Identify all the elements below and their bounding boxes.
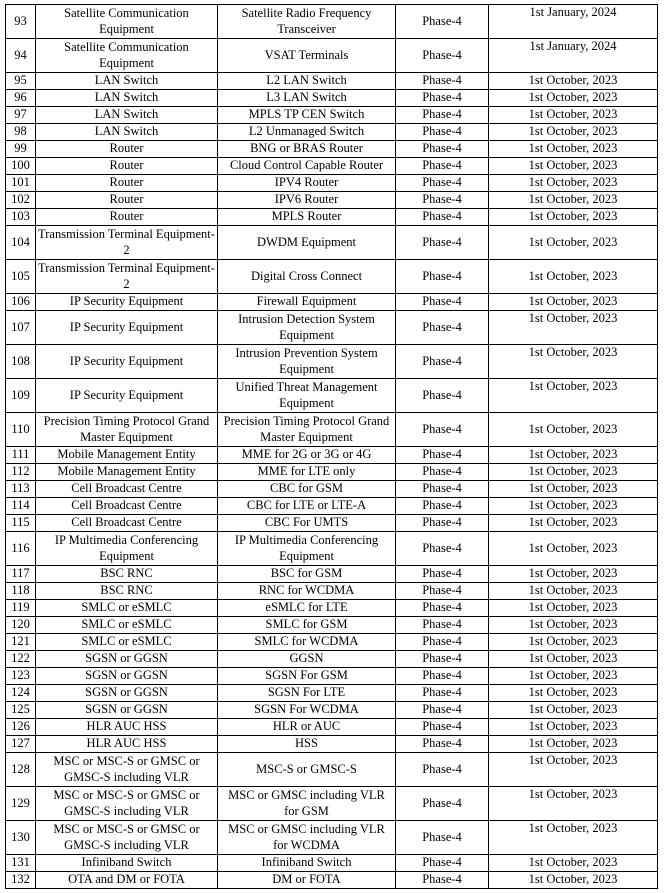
equipment-category-cell: IP Security Equipment <box>36 294 218 311</box>
phase-cell: Phase-4 <box>396 515 489 532</box>
serial-number-cell: 119 <box>6 600 36 617</box>
phase-cell: Phase-4 <box>396 311 489 345</box>
equipment-category-cell: Cell Broadcast Centre <box>36 515 218 532</box>
effective-date-cell: 1st October, 2023 <box>489 719 658 736</box>
phase-cell: Phase-4 <box>396 702 489 719</box>
effective-date-cell: 1st January, 2024 <box>489 5 658 39</box>
effective-date-cell: 1st October, 2023 <box>489 702 658 719</box>
equipment-category-cell: MSC or MSC-S or GMSC or GMSC-S including VLR <box>36 753 218 787</box>
serial-number-cell: 123 <box>6 668 36 685</box>
table-row <box>6 481 658 498</box>
equipment-category-cell: SMLC or eSMLC <box>36 617 218 634</box>
effective-date-cell: 1st October, 2023 <box>489 413 658 447</box>
serial-number-cell: 124 <box>6 685 36 702</box>
equipment-category-cell: IP Multimedia Conferencing Equipment <box>36 532 218 566</box>
phase-cell: Phase-4 <box>396 294 489 311</box>
equipment-name-cell: Infiniband Switch <box>218 855 396 872</box>
equipment-category-cell: Cell Broadcast Centre <box>36 481 218 498</box>
effective-date-cell: 1st October, 2023 <box>489 73 658 90</box>
phase-cell: Phase-4 <box>396 600 489 617</box>
serial-number-cell: 120 <box>6 617 36 634</box>
table-row <box>6 175 658 192</box>
table-row <box>6 311 658 345</box>
phase-cell: Phase-4 <box>396 651 489 668</box>
equipment-name-cell: SGSN For WCDMA <box>218 702 396 719</box>
table-row <box>6 124 658 141</box>
equipment-category-cell: IP Security Equipment <box>36 311 218 345</box>
phase-cell: Phase-4 <box>396 5 489 39</box>
phase-cell: Phase-4 <box>396 821 489 855</box>
equipment-category-cell: LAN Switch <box>36 124 218 141</box>
equipment-category-cell: LAN Switch <box>36 107 218 124</box>
phase-cell: Phase-4 <box>396 668 489 685</box>
equipment-category-cell: MSC or MSC-S or GMSC or GMSC-S including VLR <box>36 787 218 821</box>
equipment-category-cell: Router <box>36 192 218 209</box>
effective-date-cell: 1st October, 2023 <box>489 872 658 889</box>
effective-date-cell: 1st October, 2023 <box>489 260 658 294</box>
equipment-name-cell: MME for LTE only <box>218 464 396 481</box>
table-row <box>6 73 658 90</box>
equipment-category-cell: Satellite Communication Equipment <box>36 39 218 73</box>
phase-cell: Phase-4 <box>396 413 489 447</box>
equipment-category-cell: Cell Broadcast Centre <box>36 498 218 515</box>
table-row <box>6 753 658 787</box>
phase-cell: Phase-4 <box>396 209 489 226</box>
equipment-category-cell: IP Security Equipment <box>36 345 218 379</box>
equipment-name-cell: MPLS Router <box>218 209 396 226</box>
table-row <box>6 39 658 73</box>
equipment-category-cell: Satellite Communication Equipment <box>36 5 218 39</box>
effective-date-cell: 1st October, 2023 <box>489 175 658 192</box>
table-row <box>6 498 658 515</box>
effective-date-cell: 1st October, 2023 <box>489 634 658 651</box>
phase-cell: Phase-4 <box>396 566 489 583</box>
table-row <box>6 447 658 464</box>
phase-cell: Phase-4 <box>396 141 489 158</box>
equipment-name-cell: IPV4 Router <box>218 175 396 192</box>
phase-cell: Phase-4 <box>396 379 489 413</box>
serial-number-cell: 132 <box>6 872 36 889</box>
equipment-name-cell: IPV6 Router <box>218 192 396 209</box>
equipment-category-cell: BSC RNC <box>36 566 218 583</box>
equipment-name-cell: HSS <box>218 736 396 753</box>
equipment-category-cell: SMLC or eSMLC <box>36 634 218 651</box>
serial-number-cell: 106 <box>6 294 36 311</box>
serial-number-cell: 130 <box>6 821 36 855</box>
table-row <box>6 872 658 889</box>
equipment-name-cell: Digital Cross Connect <box>218 260 396 294</box>
phase-cell: Phase-4 <box>396 39 489 73</box>
equipment-category-cell: Router <box>36 209 218 226</box>
equipment-category-cell: Mobile Management Entity <box>36 447 218 464</box>
equipment-category-cell: Router <box>36 175 218 192</box>
effective-date-cell: 1st October, 2023 <box>489 566 658 583</box>
table-row <box>6 787 658 821</box>
table-row <box>6 464 658 481</box>
equipment-name-cell: HLR or AUC <box>218 719 396 736</box>
serial-number-cell: 98 <box>6 124 36 141</box>
table-row <box>6 209 658 226</box>
phase-cell: Phase-4 <box>396 498 489 515</box>
effective-date-cell: 1st October, 2023 <box>489 515 658 532</box>
phase-cell: Phase-4 <box>396 855 489 872</box>
equipment-name-cell: SGSN For LTE <box>218 685 396 702</box>
serial-number-cell: 121 <box>6 634 36 651</box>
table-row <box>6 226 658 260</box>
equipment-category-cell: OTA and DM or FOTA <box>36 872 218 889</box>
table-row <box>6 668 658 685</box>
serial-number-cell: 100 <box>6 158 36 175</box>
serial-number-cell: 96 <box>6 90 36 107</box>
effective-date-cell: 1st October, 2023 <box>489 158 658 175</box>
equipment-name-cell: IP Multimedia Conferencing Equipment <box>218 532 396 566</box>
equipment-name-cell: BSC for GSM <box>218 566 396 583</box>
phase-cell: Phase-4 <box>396 73 489 90</box>
serial-number-cell: 112 <box>6 464 36 481</box>
equipment-name-cell: DM or FOTA <box>218 872 396 889</box>
equipment-name-cell: MSC or GMSC including VLR for WCDMA <box>218 821 396 855</box>
table-row <box>6 107 658 124</box>
serial-number-cell: 101 <box>6 175 36 192</box>
equipment-category-cell: Transmission Terminal Equipment-2 <box>36 260 218 294</box>
equipment-name-cell: MPLS TP CEN Switch <box>218 107 396 124</box>
table-row <box>6 617 658 634</box>
table-row <box>6 600 658 617</box>
serial-number-cell: 107 <box>6 311 36 345</box>
effective-date-cell: 1st October, 2023 <box>489 294 658 311</box>
equipment-name-cell: eSMLC for LTE <box>218 600 396 617</box>
equipment-name-cell: CBC For UMTS <box>218 515 396 532</box>
effective-date-cell: 1st October, 2023 <box>489 855 658 872</box>
phase-cell: Phase-4 <box>396 617 489 634</box>
serial-number-cell: 117 <box>6 566 36 583</box>
phase-cell: Phase-4 <box>396 719 489 736</box>
serial-number-cell: 115 <box>6 515 36 532</box>
equipment-name-cell: Unified Threat Management Equipment <box>218 379 396 413</box>
serial-number-cell: 105 <box>6 260 36 294</box>
serial-number-cell: 93 <box>6 5 36 39</box>
phase-cell: Phase-4 <box>396 226 489 260</box>
serial-number-cell: 113 <box>6 481 36 498</box>
phase-cell: Phase-4 <box>396 175 489 192</box>
table-row <box>6 260 658 294</box>
phase-cell: Phase-4 <box>396 260 489 294</box>
effective-date-cell: 1st October, 2023 <box>489 668 658 685</box>
equipment-category-cell: Mobile Management Entity <box>36 464 218 481</box>
phase-cell: Phase-4 <box>396 481 489 498</box>
equipment-category-cell: Transmission Terminal Equipment-2 <box>36 226 218 260</box>
effective-date-cell: 1st October, 2023 <box>489 124 658 141</box>
equipment-name-cell: VSAT Terminals <box>218 39 396 73</box>
equipment-category-cell: SGSN or GGSN <box>36 668 218 685</box>
table-row <box>6 379 658 413</box>
table-row <box>6 821 658 855</box>
effective-date-cell: 1st October, 2023 <box>489 379 658 413</box>
equipment-category-cell: SMLC or eSMLC <box>36 600 218 617</box>
effective-date-cell: 1st October, 2023 <box>489 617 658 634</box>
serial-number-cell: 102 <box>6 192 36 209</box>
phase-cell: Phase-4 <box>396 447 489 464</box>
equipment-category-cell: Infiniband Switch <box>36 855 218 872</box>
equipment-name-cell: MSC-S or GMSC-S <box>218 753 396 787</box>
phase-cell: Phase-4 <box>396 532 489 566</box>
equipment-category-cell: MSC or MSC-S or GMSC or GMSC-S including VLR <box>36 821 218 855</box>
equipment-name-cell: DWDM Equipment <box>218 226 396 260</box>
serial-number-cell: 126 <box>6 719 36 736</box>
effective-date-cell: 1st October, 2023 <box>489 90 658 107</box>
effective-date-cell: 1st October, 2023 <box>489 226 658 260</box>
equipment-name-cell: Precision Timing Protocol Grand Master Equipment <box>218 413 396 447</box>
equipment-name-cell: MME for 2G or 3G or 4G <box>218 447 396 464</box>
serial-number-cell: 114 <box>6 498 36 515</box>
serial-number-cell: 99 <box>6 141 36 158</box>
table-row <box>6 515 658 532</box>
phase-cell: Phase-4 <box>396 158 489 175</box>
table-row <box>6 5 658 39</box>
effective-date-cell: 1st October, 2023 <box>489 685 658 702</box>
serial-number-cell: 110 <box>6 413 36 447</box>
equipment-name-cell: RNC for WCDMA <box>218 583 396 600</box>
serial-number-cell: 95 <box>6 73 36 90</box>
effective-date-cell: 1st October, 2023 <box>489 209 658 226</box>
equipment-category-cell: Precision Timing Protocol Grand Master Equipment <box>36 413 218 447</box>
equipment-category-cell: SGSN or GGSN <box>36 685 218 702</box>
table-row <box>6 634 658 651</box>
table-row <box>6 345 658 379</box>
equipment-category-cell: HLR AUC HSS <box>36 719 218 736</box>
effective-date-cell: 1st October, 2023 <box>489 141 658 158</box>
effective-date-cell: 1st October, 2023 <box>489 498 658 515</box>
effective-date-cell: 1st January, 2024 <box>489 39 658 73</box>
phase-cell: Phase-4 <box>396 685 489 702</box>
phase-cell: Phase-4 <box>396 872 489 889</box>
serial-number-cell: 118 <box>6 583 36 600</box>
phase-cell: Phase-4 <box>396 583 489 600</box>
phase-cell: Phase-4 <box>396 192 489 209</box>
equipment-category-cell: BSC RNC <box>36 583 218 600</box>
effective-date-cell: 1st October, 2023 <box>489 753 658 787</box>
serial-number-cell: 127 <box>6 736 36 753</box>
effective-date-cell: 1st October, 2023 <box>489 821 658 855</box>
effective-date-cell: 1st October, 2023 <box>489 447 658 464</box>
effective-date-cell: 1st October, 2023 <box>489 107 658 124</box>
phase-cell: Phase-4 <box>396 464 489 481</box>
table-row <box>6 141 658 158</box>
serial-number-cell: 128 <box>6 753 36 787</box>
table-row <box>6 413 658 447</box>
equipment-category-cell: Router <box>36 141 218 158</box>
effective-date-cell: 1st October, 2023 <box>489 192 658 209</box>
phase-cell: Phase-4 <box>396 90 489 107</box>
equipment-name-cell: L3 LAN Switch <box>218 90 396 107</box>
effective-date-cell: 1st October, 2023 <box>489 532 658 566</box>
serial-number-cell: 103 <box>6 209 36 226</box>
effective-date-cell: 1st October, 2023 <box>489 600 658 617</box>
phase-cell: Phase-4 <box>396 124 489 141</box>
effective-date-cell: 1st October, 2023 <box>489 736 658 753</box>
equipment-category-cell: HLR AUC HSS <box>36 736 218 753</box>
table-row <box>6 651 658 668</box>
equipment-name-cell: Satellite Radio Frequency Transceiver <box>218 5 396 39</box>
table-row <box>6 192 658 209</box>
table-row <box>6 583 658 600</box>
equipment-category-cell: SGSN or GGSN <box>36 702 218 719</box>
phase-cell: Phase-4 <box>396 753 489 787</box>
table-row <box>6 566 658 583</box>
table-row <box>6 532 658 566</box>
effective-date-cell: 1st October, 2023 <box>489 345 658 379</box>
equipment-name-cell: SMLC for WCDMA <box>218 634 396 651</box>
equipment-name-cell: L2 LAN Switch <box>218 73 396 90</box>
equipment-name-cell: MSC or GMSC including VLR for GSM <box>218 787 396 821</box>
equipment-name-cell: CBC for LTE or LTE-A <box>218 498 396 515</box>
serial-number-cell: 94 <box>6 39 36 73</box>
serial-number-cell: 109 <box>6 379 36 413</box>
effective-date-cell: 1st October, 2023 <box>489 787 658 821</box>
effective-date-cell: 1st October, 2023 <box>489 583 658 600</box>
table-row <box>6 90 658 107</box>
equipment-schedule-table <box>5 4 658 889</box>
equipment-category-cell: Router <box>36 158 218 175</box>
effective-date-cell: 1st October, 2023 <box>489 311 658 345</box>
table-row <box>6 855 658 872</box>
phase-cell: Phase-4 <box>396 736 489 753</box>
phase-cell: Phase-4 <box>396 107 489 124</box>
serial-number-cell: 122 <box>6 651 36 668</box>
phase-cell: Phase-4 <box>396 634 489 651</box>
serial-number-cell: 104 <box>6 226 36 260</box>
equipment-name-cell: SGSN For GSM <box>218 668 396 685</box>
effective-date-cell: 1st October, 2023 <box>489 651 658 668</box>
serial-number-cell: 108 <box>6 345 36 379</box>
equipment-name-cell: Intrusion Detection System Equipment <box>218 311 396 345</box>
equipment-name-cell: Cloud Control Capable Router <box>218 158 396 175</box>
table-row <box>6 719 658 736</box>
equipment-category-cell: SGSN or GGSN <box>36 651 218 668</box>
equipment-name-cell: BNG or BRAS Router <box>218 141 396 158</box>
phase-cell: Phase-4 <box>396 345 489 379</box>
equipment-category-cell: LAN Switch <box>36 73 218 90</box>
serial-number-cell: 97 <box>6 107 36 124</box>
table-row <box>6 294 658 311</box>
equipment-name-cell: CBC for GSM <box>218 481 396 498</box>
table-row <box>6 685 658 702</box>
table-row <box>6 702 658 719</box>
equipment-name-cell: L2 Unmanaged Switch <box>218 124 396 141</box>
equipment-name-cell: GGSN <box>218 651 396 668</box>
serial-number-cell: 129 <box>6 787 36 821</box>
equipment-category-cell: LAN Switch <box>36 90 218 107</box>
phase-cell: Phase-4 <box>396 787 489 821</box>
effective-date-cell: 1st October, 2023 <box>489 481 658 498</box>
serial-number-cell: 116 <box>6 532 36 566</box>
table-row <box>6 736 658 753</box>
equipment-name-cell: Intrusion Prevention System Equipment <box>218 345 396 379</box>
serial-number-cell: 125 <box>6 702 36 719</box>
equipment-name-cell: SMLC for GSM <box>218 617 396 634</box>
effective-date-cell: 1st October, 2023 <box>489 464 658 481</box>
serial-number-cell: 131 <box>6 855 36 872</box>
equipment-category-cell: IP Security Equipment <box>36 379 218 413</box>
table-row <box>6 158 658 175</box>
serial-number-cell: 111 <box>6 447 36 464</box>
equipment-name-cell: Firewall Equipment <box>218 294 396 311</box>
table-body <box>6 5 658 889</box>
